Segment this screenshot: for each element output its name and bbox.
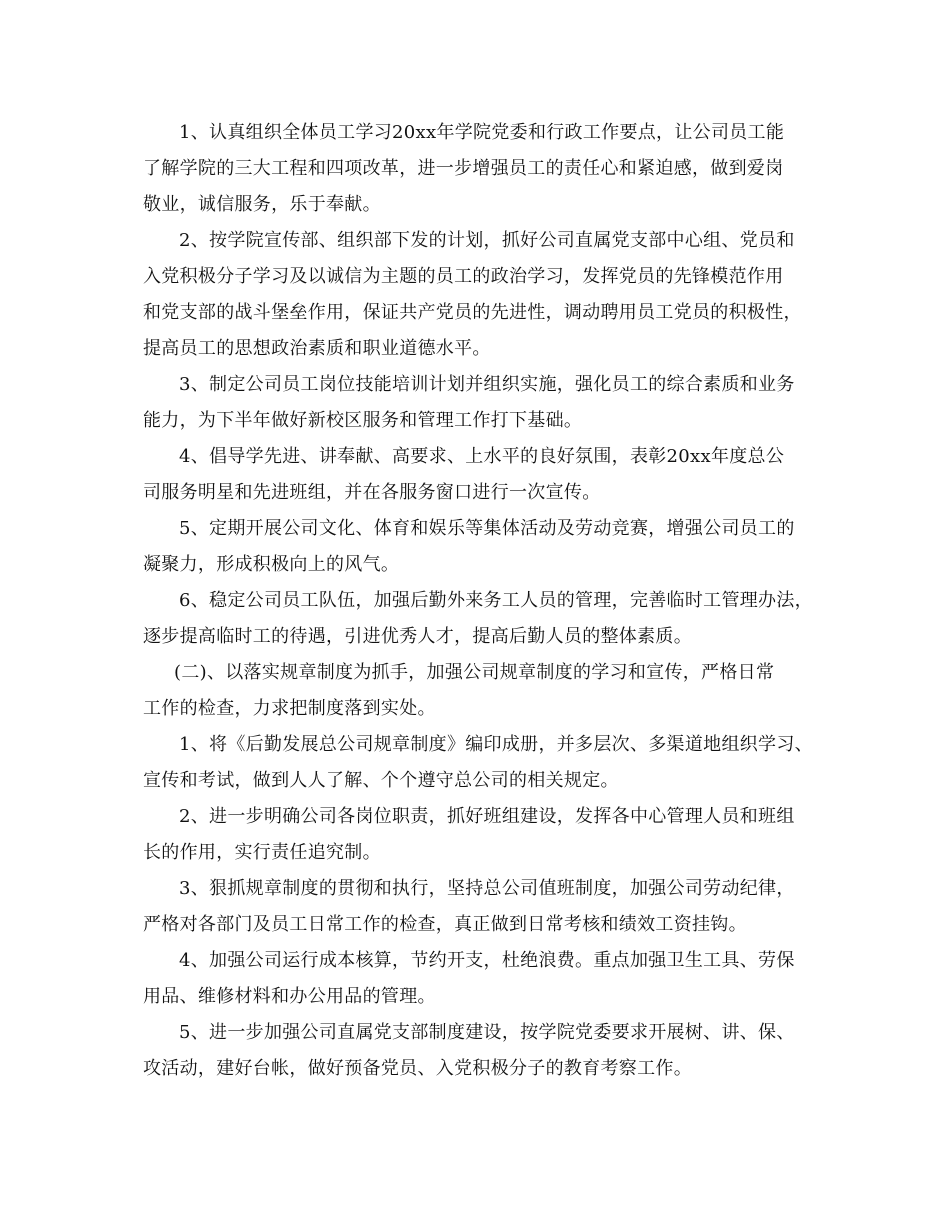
paragraph-10 xyxy=(143,943,808,1015)
paragraph-8-line-2: 长的作用，实行责任追究制。 xyxy=(143,842,381,863)
section-heading-2 xyxy=(143,655,808,727)
paragraph-1-line-3: 敬业，诚信服务，乐于奉献。 xyxy=(143,194,381,215)
section-heading-2-line-2: 工作的检查，力求把制度落到实处。 xyxy=(143,698,436,719)
paragraph-6 xyxy=(143,583,813,655)
paragraph-6-line-2: 逐步提高临时工的待遇，引进优秀人才，提高后勤人员的整体素质。 xyxy=(143,626,692,647)
paragraph-4-line-1: 4、倡导学先进、讲奉献、高要求、上水平的良好氛围，表彰20xx年度总公 xyxy=(179,446,785,467)
paragraph-9-line-1: 3、狠抓规章制度的贯彻和执行，坚持总公司值班制度，加强公司劳动纪律， xyxy=(179,878,795,899)
paragraph-11-line-2: 攻活动，建好台帐，做好预备党员、入党积极分子的教育考察工作。 xyxy=(143,1058,692,1079)
paragraph-7-line-2: 宣传和考试，做到人人了解、个个遵守总公司的相关规定。 xyxy=(143,770,619,791)
paragraph-5-line-1: 5、定期开展公司文化、体育和娱乐等集体活动及劳动竞赛，增强公司员工的 xyxy=(179,518,795,539)
paragraph-10-line-2: 用品、维修材料和办公用品的管理。 xyxy=(143,986,436,1007)
paragraph-4 xyxy=(143,439,808,511)
paragraph-2-line-4: 提高员工的思想政治素质和职业道德水平。 xyxy=(143,338,491,359)
paragraph-3-line-1: 3、制定公司员工岗位技能培训计划并组织实施，强化员工的综合素质和业务 xyxy=(179,374,795,395)
paragraph-8-line-1: 2、进一步明确公司各岗位职责，抓好班组建设，发挥各中心管理人员和班组 xyxy=(179,806,795,827)
paragraph-2-line-1: 2、按学院宣传部、组织部下发的计划，抓好公司直属党支部中心组、党员和 xyxy=(179,230,795,251)
paragraph-2 xyxy=(143,223,808,367)
section-heading-2-line-1: (二)、以落实规章制度为抓手，加强公司规章制度的学习和宣传，严格日常 xyxy=(174,662,775,683)
paragraph-5-line-2: 凝聚力，形成积极向上的风气。 xyxy=(143,554,400,575)
paragraph-11-line-1: 5、进一步加强公司直属党支部制度建设，按学院党委要求开展树、讲、保、 xyxy=(179,1022,795,1043)
paragraph-6-line-1: 6、稳定公司员工队伍，加强后勤外来务工人员的管理，完善临时工管理办法， xyxy=(179,590,813,611)
paragraph-4-line-2: 司服务明星和先进班组，并在各服务窗口进行一次宣传。 xyxy=(143,482,601,503)
paragraph-2-line-3: 和党支部的战斗堡垒作用，保证共产党员的先进性，调动聘用员工党员的积极性， xyxy=(143,302,802,323)
paragraph-5 xyxy=(143,511,808,583)
paragraph-1 xyxy=(143,115,808,223)
paragraph-7 xyxy=(143,727,813,799)
paragraph-3-line-2: 能力，为下半年做好新校区服务和管理工作打下基础。 xyxy=(143,410,583,431)
paragraph-7-line-1: 1、将《后勤发展总公司规章制度》编印成册，并多层次、多渠道地组织学习、 xyxy=(179,734,813,755)
paragraph-9 xyxy=(143,871,808,943)
document-body xyxy=(143,115,813,1087)
paragraph-1-line-2: 了解学院的三大工程和四项改革，进一步增强员工的责任心和紧迫感，做到爱岗 xyxy=(143,158,784,179)
paragraph-8 xyxy=(143,799,808,871)
paragraph-1-line-1: 1、认真组织全体员工学习20xx年学院党委和行政工作要点，让公司员工能 xyxy=(179,122,785,143)
paragraph-2-line-2: 入党积极分子学习及以诚信为主题的员工的政治学习，发挥党员的先锋模范作用 xyxy=(143,266,784,287)
paragraph-9-line-2: 严格对各部门及员工日常工作的检查，真正做到日常考核和绩效工资挂钩。 xyxy=(143,914,747,935)
paragraph-3 xyxy=(143,367,808,439)
paragraph-10-line-1: 4、加强公司运行成本核算，节约开支，杜绝浪费。重点加强卫生工具、劳保 xyxy=(179,950,795,971)
paragraph-11 xyxy=(143,1015,808,1087)
